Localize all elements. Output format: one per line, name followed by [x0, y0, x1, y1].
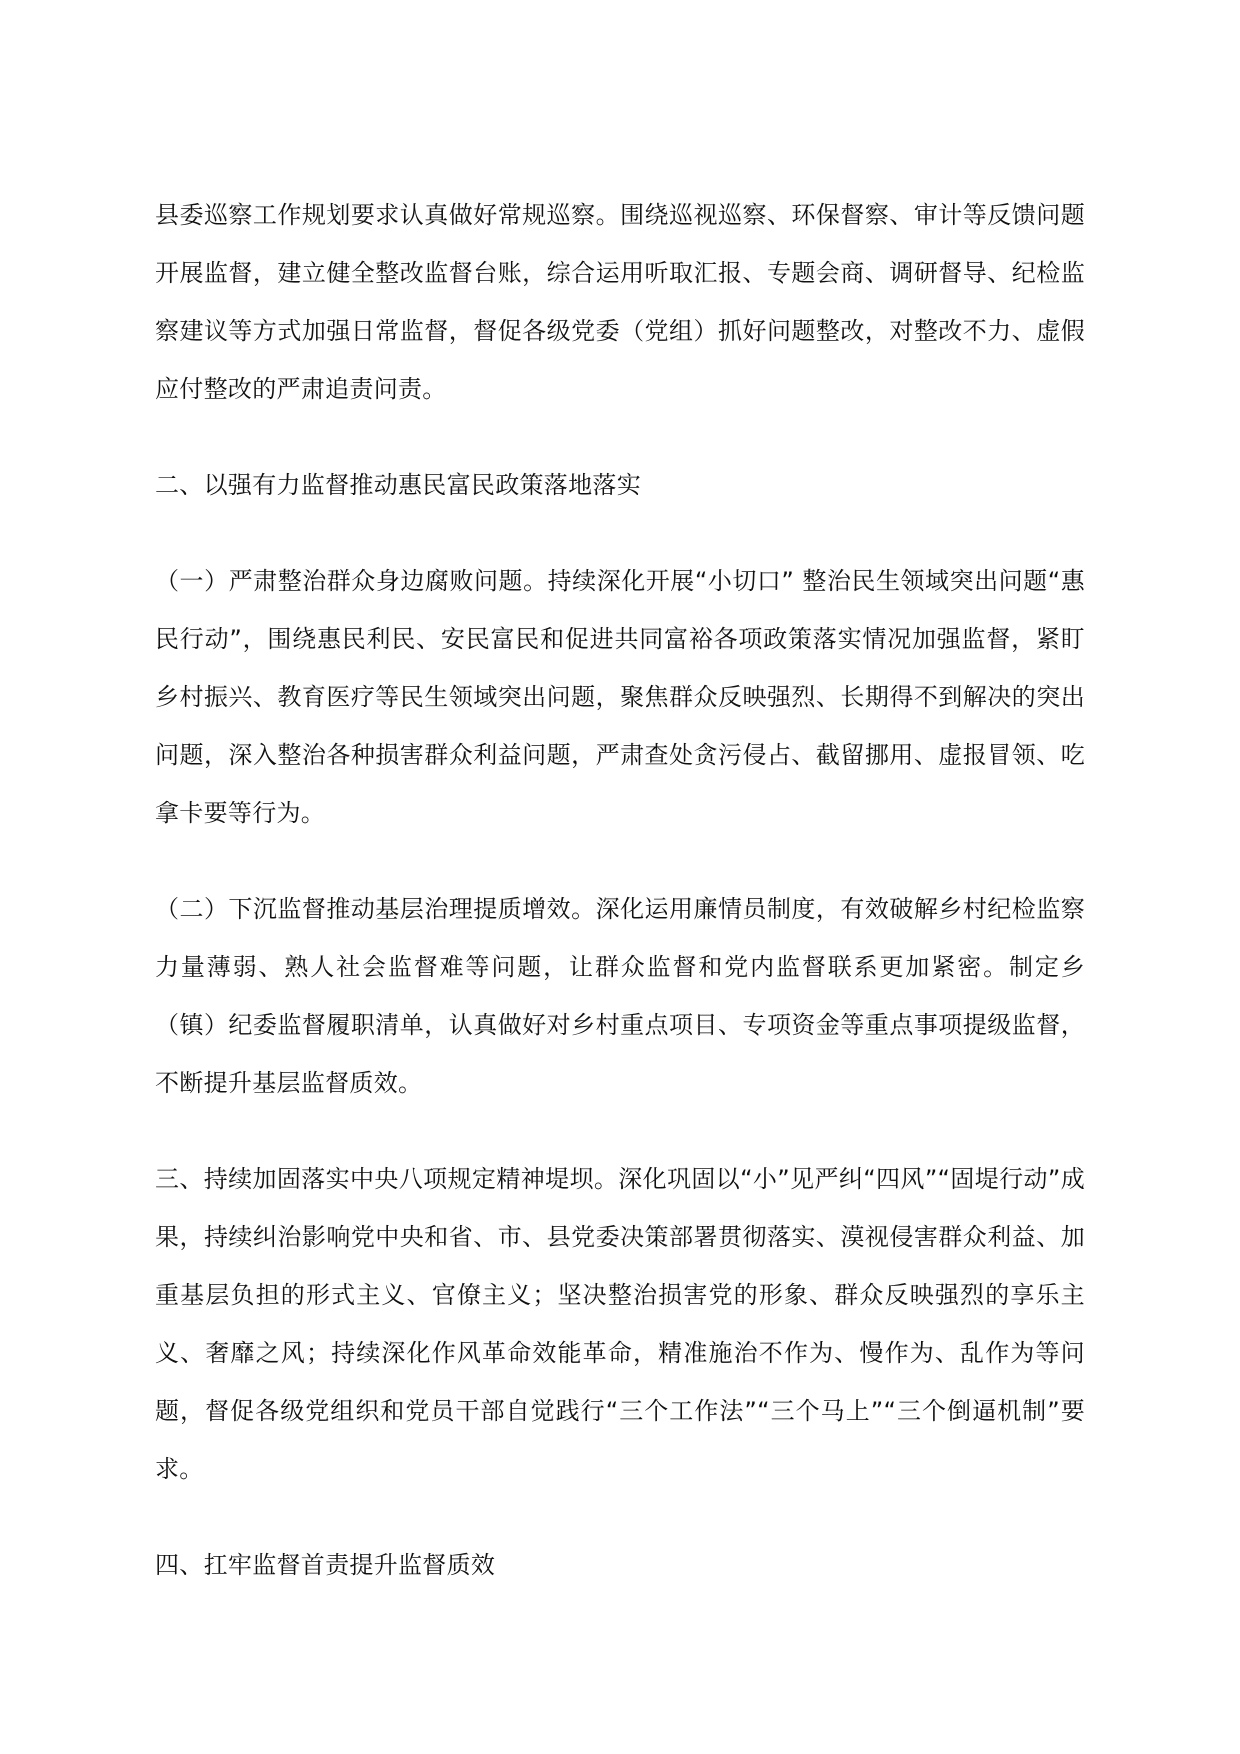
section-heading-2: 二、以强有力监督推动惠民富民政策落地落实 [155, 471, 641, 499]
paragraph-inspection-rectification: 县委巡察工作规划要求认真做好常规巡察。围绕巡视巡察、环保督察、审计等反馈问题开展监督，建立健全整改监督台账，综合运用听取汇报、专题会商、调研督导、纪检监察建议等方式加强日常监督，督促各级党委（党组）抓好问题整改，对整改不力、虚假应付整改的严肃追责问责。 [155, 201, 1085, 403]
section-heading-4: 四、扛牢监督首责提升监督质效 [155, 1551, 496, 1579]
document-body [155, 186, 1085, 1594]
paragraph-subsection-2: （二）下沉监督推动基层治理提质增效。深化运用廉情员制度，有效破解乡村纪检监察力量薄弱、熟人社会监督难等问题，让群众监督和党内监督联系更加紧密。制定乡（镇）纪委监督履职清单，认真做好对乡村重点项目、专项资金等重点事项提级监督，不断提升基层监督质效。 [155, 895, 1085, 1097]
section-heading-3-paragraph: 三、持续加固落实中央八项规定精神堤坝。深化巩固以“小”见严纠“四风”“固堤行动”成果，持续纠治影响党中央和省、市、县党委决策部署贯彻落实、漠视侵害群众利益、加重基层负担的形式主义、官僚主义；坚决整治损害党的形象、群众反映强烈的享乐主义、奢靡之风；持续深化作风革命效能革命，精准施治不作为、慢作为、乱作为等问题，督促各级党组织和党员干部自觉践行“三个工作法”“三个马上”“三个倒逼机制”要求。 [155, 1165, 1085, 1483]
paragraph-subsection-1: （一）严肃整治群众身边腐败问题。持续深化开展“小切口” 整治民生领域突出问题“惠民行动”，围绕惠民利民、安民富民和促进共同富裕各项政策落实情况加强监督，紧盯乡村振兴、教育医疗等民生领域突出问题，聚焦群众反映强烈、长期得不到解决的突出问题，深入整治各种损害群众利益问题，严肃查处贪污侵占、截留挪用、虚报冒领、吃拿卡要等行为。 [155, 567, 1085, 827]
